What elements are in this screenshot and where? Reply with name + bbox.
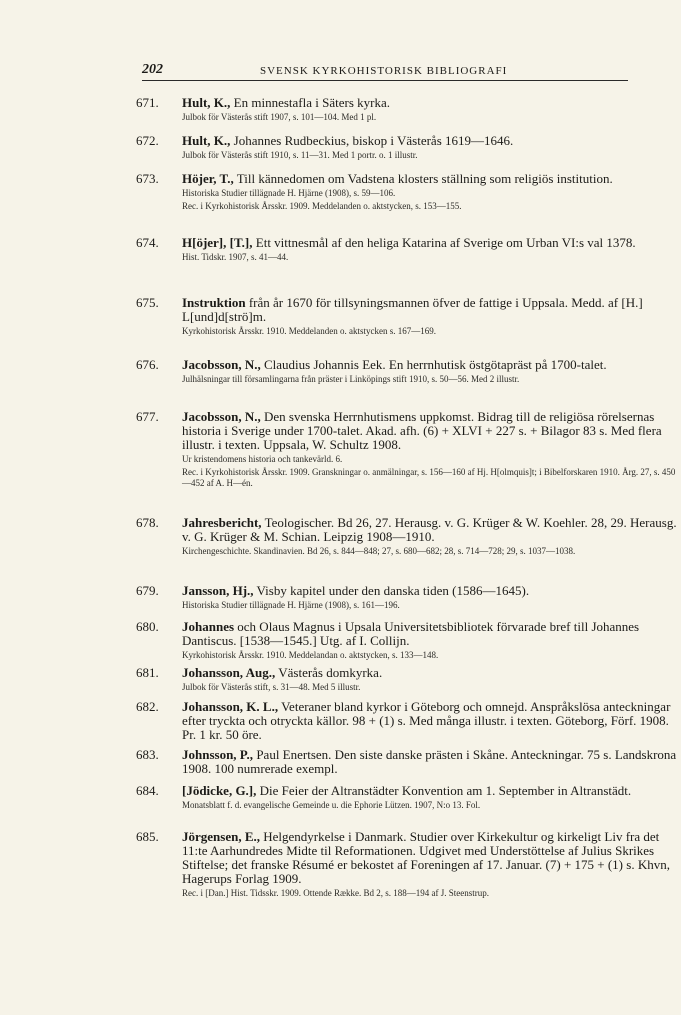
entry-source-note: Julhälsningar till församlingarna från präster i Linköpings stift 1910, s. 50—56. Med 2 illustr. <box>182 374 520 384</box>
entry-source-note: Rec. i Kyrkohistorisk Årsskr. 1909. Meddelanden o. aktstycken, s. 153—155. <box>182 201 462 211</box>
entry-source-note: Rec. i Kyrkohistorisk Årsskr. 1909. Granskningar o. anmälningar, s. 156—160 af Hj. H[olmquis]t; i Bibelforskaren 1910. Årg. 27, s. 450—452 af A. H—én. <box>182 467 676 488</box>
entry-source-note: Hist. Tidskr. 1907, s. 41—44. <box>182 252 289 262</box>
entry-title: Visby kapitel under den danska tiden (1586—1645). <box>253 583 530 598</box>
bibliography-entry <box>136 172 681 212</box>
bibliography-entry <box>136 358 681 385</box>
bibliography-entry <box>136 700 681 742</box>
entry-number: 682. <box>136 699 159 714</box>
entry-author: [Jödicke, G.], <box>182 783 257 798</box>
bibliography-entry <box>136 516 681 557</box>
entry-source-note: Monatsblatt f. d. evangelische Gemeinde u. die Ephorie Lützen. 1907, N:o 13. Fol. <box>182 800 481 810</box>
bibliography-entry <box>136 134 681 161</box>
bibliography-entry <box>136 748 681 776</box>
entry-source-note: Historiska Studier tillägnade H. Hjärne (1908), s. 161—196. <box>182 600 400 610</box>
entry-citation <box>182 296 681 324</box>
entry-number: 678. <box>136 515 159 530</box>
entry-number: 675. <box>136 295 159 310</box>
entry-citation <box>182 830 681 886</box>
bibliography-entry <box>136 784 681 811</box>
entry-title: och Olaus Magnus i Upsala Universitetsbibliotek förvarade bref till Johannes Dantiscus. [1538—1545.] Utg. af I. Collijn. <box>182 619 640 648</box>
entry-author: Johnsson, P., <box>182 747 254 762</box>
entry-citation <box>182 516 681 544</box>
entry-number: 681. <box>136 665 159 680</box>
entry-author: Instruktion <box>182 295 246 310</box>
page-number: 202 <box>142 62 163 77</box>
entry-title: Claudius Johannis Eek. En herrnhutisk östgötapräst på 1700-talet. <box>260 357 607 372</box>
entry-number: 672. <box>136 133 159 148</box>
entry-author: Jahresbericht, <box>182 515 262 530</box>
entry-source-note: Historiska Studier tillägnade H. Hjärne (1908), s. 59—106. <box>182 188 396 198</box>
entry-title: Johannes Rudbeckius, biskop i Västerås 1619—1646. <box>230 133 514 148</box>
entry-source-note: Kirchengeschichte. Skandinavien. Bd 26, s. 844—848; 27, s. 680—682; 28, s. 714—728; 29, s. 1037—1038. <box>182 546 576 556</box>
entry-source-note: Julbok för Västerås stift 1907, s. 101—104. Med 1 pl. <box>182 112 377 122</box>
entry-number: 683. <box>136 747 159 762</box>
entry-author: Jacobsson, N., <box>182 357 261 372</box>
entry-title: Paul Enertsen. Den siste danske prästen i Skåne. Anteckningar. 75 s. Landskrona 1908. 100 numrerade exempl. <box>182 747 677 776</box>
entry-citation <box>182 236 681 250</box>
bibliography-entry <box>136 236 681 263</box>
entry-source-note: Ur kristendomens historia och tankevärld. 6. <box>182 454 343 464</box>
entry-number: 671. <box>136 95 159 110</box>
entry-source-note: Kyrkohistorisk Årsskr. 1910. Meddelandan o. aktstycken, s. 133—148. <box>182 650 439 660</box>
entry-citation <box>182 96 681 110</box>
entry-title: Teologischer. Bd 26, 27. Herausg. v. G. Krüger & W. Koehler. 28, 29. Herausg. v. G. Krüger & M. Schian. Leipzig 1908—1910. <box>182 515 677 544</box>
entry-author: Höjer, T., <box>182 171 234 186</box>
bibliography-entry <box>136 410 681 489</box>
bibliography-entry <box>136 584 681 611</box>
entry-number: 673. <box>136 171 159 186</box>
entry-citation <box>182 784 681 798</box>
entry-title: En minnestafla i Säters kyrka. <box>230 95 390 110</box>
entry-number: 674. <box>136 235 159 250</box>
entry-number: 684. <box>136 783 159 798</box>
bibliography-entry <box>136 666 681 693</box>
entry-number: 679. <box>136 583 159 598</box>
entry-author: Hult, K., <box>182 133 231 148</box>
entry-source-note: Rec. i [Dan.] Hist. Tidsskr. 1909. Ottende Række. Bd 2, s. 188—194 af J. Steenstrup. <box>182 888 489 898</box>
entry-author: H[öjer], [T.], <box>182 235 253 250</box>
entry-title: Till kännedomen om Vadstena klosters ställning som religiös institution. <box>233 171 613 186</box>
entry-source-note: Julbok för Västerås stift, s. 31—48. Med 5 illustr. <box>182 682 361 692</box>
entry-citation <box>182 172 681 186</box>
entry-citation <box>182 748 681 776</box>
entry-author: Johansson, Aug., <box>182 665 276 680</box>
entry-author: Johansson, K. L., <box>182 699 279 714</box>
entry-author: Jansson, Hj., <box>182 583 254 598</box>
entry-title: Västerås domkyrka. <box>275 665 383 680</box>
bibliography-entry <box>136 620 681 661</box>
bibliography-entry <box>136 96 681 123</box>
entry-number: 676. <box>136 357 159 372</box>
entry-author: Hult, K., <box>182 95 231 110</box>
entry-author: Jacobsson, N., <box>182 409 261 424</box>
entry-author: Jörgensen, E., <box>182 829 260 844</box>
entry-citation <box>182 584 681 598</box>
entry-number: 680. <box>136 619 159 634</box>
entry-title: Die Feier der Altranstädter Konvention am 1. September in Altranstädt. <box>256 783 632 798</box>
entry-title: från år 1670 för tillsyningsmannen öfver de fattige i Uppsala. Medd. af [H.] L[und]d[strö]m. <box>182 295 643 324</box>
entry-title: Den svenska Herrnhutismens uppkomst. Bidrag till de religiösa rörelsernas historia i Sverige under 1700-talet. Akad. afh. (6) + XLVI + 227 s. + Bilagor 83 s. Med flera illustr. i texten. Uppsala, W. Schultz 1908. <box>182 409 662 452</box>
entry-number: 677. <box>136 409 159 424</box>
entry-citation <box>182 410 681 452</box>
running-title: SVENSK KYRKOHISTORISK BIBLIOGRAFI <box>260 65 508 77</box>
entry-citation <box>182 358 681 372</box>
entry-title: Helgendyrkelse i Danmark. Studier over Kirkekultur og kirkeligt Liv fra det 11:te Aarhundredes Midte til Reformationen. Udgivet med Understöttelse af Julius Skrikes Stiftelse; det franske Résumé er bekostet af Foreningen af 17. Januar. (7) + 175 + (1) s. Khvn, Hagerups Forlag 1909. <box>182 829 670 886</box>
entry-title: Veteraner bland kyrkor i Göteborg och omnejd. Anspråkslösa anteckningar efter tryckta och otryckta källor. 98 + (1) s. Med många illustr. i texten. Göteborg, Förf. 1908. Pr. 1 kr. 50 öre. <box>182 699 671 742</box>
page-header <box>142 62 628 81</box>
entry-number: 685. <box>136 829 159 844</box>
entry-source-note: Kyrkohistorisk Årsskr. 1910. Meddelanden o. aktstycken s. 167—169. <box>182 326 436 336</box>
entry-citation <box>182 134 681 148</box>
entry-citation <box>182 700 681 742</box>
entry-citation <box>182 666 681 680</box>
entry-author: Johannes <box>182 619 235 634</box>
entry-title: Ett vittnesmål af den heliga Katarina af Sverige om Urban VI:s val 1378. <box>252 235 636 250</box>
bibliography-entry <box>136 830 681 899</box>
entry-citation <box>182 620 681 648</box>
bibliography-entry <box>136 296 681 337</box>
entry-source-note: Julbok för Västerås stift 1910, s. 11—31. Med 1 portr. o. 1 illustr. <box>182 150 418 160</box>
